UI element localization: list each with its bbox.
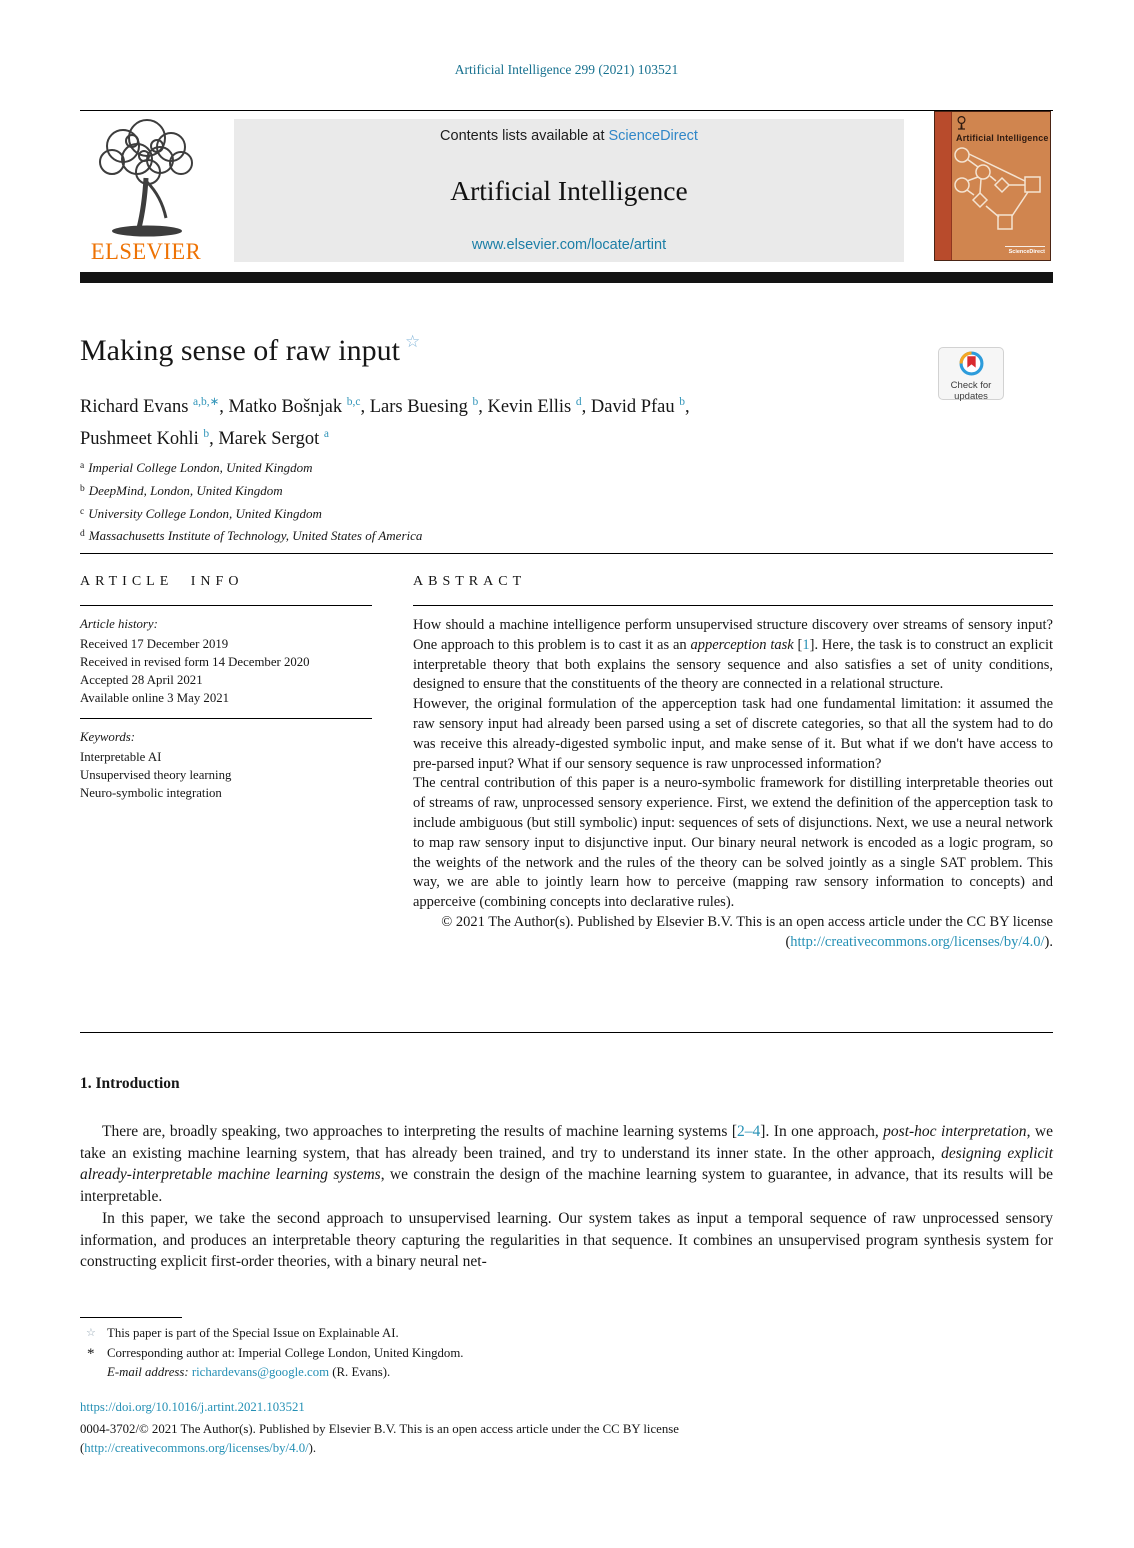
abstract-paragraph-2: However, the original formulation of the apperception task had one fundamental limitation: it assumed the raw sensory input had already been parsed using a set of discrete categories, so that all the system had to do was receive this already-digested symbolic input, and make sense of it. But what if we don't have access to pre-parsed input? What if our sensory sequence is raw unprocessed information? — [413, 696, 1053, 772]
affiliation-d: $^d$ Massachusetts Institute of Technology, United States of America — [80, 528, 423, 544]
author-list — [80, 392, 960, 456]
footnote-asterisk-icon: * — [87, 1345, 95, 1362]
footnote-email — [80, 1363, 1053, 1383]
footnote-rule — [80, 1317, 182, 1318]
license-line: (http://creativecommons.org/licenses/by/4.0/). — [80, 1440, 317, 1455]
journal-banner — [234, 119, 904, 262]
introduction-heading: 1. Introduction — [80, 1075, 180, 1092]
history-accepted: Accepted 28 April 2021 — [80, 673, 203, 687]
intro-paragraph-1: There are, broadly speaking, two approaches to interpreting the results of machine learning systems [2–4]. In one approach, post-hoc interpretation, we take an existing machine learning system, that has already been trained, and try to understand its inner state. In the other approach, designing explicit already-interpretable machine learning systems, we constrain the design of the machine learning system to guarantee, in advance, that its results will be interpretable. — [80, 1123, 1054, 1206]
footnote-email-text: E-mail address: richardevans@google.com (R. Evans). — [107, 1365, 391, 1380]
header-top-divider — [80, 110, 1053, 111]
section-divider-top — [80, 553, 1053, 554]
history-online: Available online 3 May 2021 — [80, 691, 230, 705]
keyword-3: Neuro-symbolic integration — [80, 786, 222, 800]
history-revised: Received in revised form 14 December 2020 — [80, 655, 310, 669]
article-info-column — [80, 574, 372, 802]
authors-line-1: Richard Evans $^{a,b,∗}$, Matko Bošnjak $^{b,c}$, Lars Buesing $^b$, Kevin Ellis $^d$, David Pfau $^b$, — [80, 396, 690, 417]
cover-smallprint — [1005, 246, 1045, 247]
section-divider-bottom — [80, 1032, 1053, 1033]
journal-citation: Artificial Intelligence 299 (2021) 103521 — [454, 62, 679, 77]
introduction-body — [80, 1121, 1053, 1273]
contents-line: Contents lists available at ScienceDirect — [440, 128, 698, 144]
authors-line-2: Pushmeet Kohli $^b$, Marek Sergot $^a$ — [80, 428, 329, 449]
keyword-2: Unsupervised theory learning — [80, 768, 232, 782]
article-info-rule — [80, 605, 372, 606]
elsevier-logo[interactable] — [82, 116, 210, 264]
article-history-label: Article history: — [80, 617, 158, 631]
affiliation-a: $^a$ Imperial College London, United Kingdom — [80, 460, 313, 475]
article-title-text: Making sense of raw input — [80, 334, 400, 367]
affiliation-c: $^c$ University College London, United Kingdom — [80, 505, 322, 521]
crossmark-icon — [959, 351, 984, 376]
inline-link[interactable]: 1 — [802, 636, 810, 653]
journal-url-link[interactable]: www.elsevier.com/locate/artint — [471, 237, 667, 253]
cover-title: Artificial Intelligence — [956, 133, 1049, 143]
keywords-rule — [80, 718, 372, 719]
history-received: Received 17 December 2019 — [80, 637, 229, 651]
inline-link[interactable]: ScienceDirect — [608, 128, 698, 144]
inline-link[interactable]: http://creativecommons.org/licenses/by/4.0/ — [84, 1440, 309, 1455]
journal-title: Artificial Intelligence — [450, 174, 688, 206]
elsevier-emblem-icon — [956, 116, 967, 130]
article-info-heading: ARTICLE INFO — [80, 574, 244, 589]
inline-link[interactable]: richardevans@google.com — [191, 1365, 330, 1380]
footnote-special-issue — [80, 1324, 1053, 1344]
intro-paragraph-2: In this paper, we take the second approach to unsupervised learning. Our system takes as input a temporal sequence of raw unprocessed sensory information, and produces an interpretable theory capturing the regularities in that sequence. It combines an unsupervised program synthesis system for constructing explicit first-order theories, with a binary neural net- — [80, 1209, 1053, 1271]
abstract-column — [413, 574, 1053, 953]
cover-sciencedirect: ScienceDirect — [1008, 249, 1045, 255]
keyword-1: Interpretable AI — [80, 750, 162, 764]
footnotes — [80, 1324, 1053, 1383]
journal-cover — [934, 111, 1051, 261]
abstract-heading: ABSTRACT — [413, 574, 527, 589]
article-title — [80, 334, 930, 368]
footnote-corresponding — [80, 1344, 1053, 1364]
check-updates-label: Check for updates — [950, 380, 992, 402]
abstract-rule — [413, 605, 1053, 606]
issn-copyright-line: 0004-3702/© 2021 The Author(s). Published by Elsevier B.V. This is an open access article under the CC BY license — [80, 1421, 679, 1436]
affiliations — [80, 458, 780, 549]
footnote-star-icon: ☆ — [86, 1327, 96, 1339]
elsevier-wordmark: ELSEVIER — [90, 239, 202, 264]
abstract-copyright: © 2021 The Author(s). Published by Elsevier B.V. This is an open access article under the CC BY license (http://creativecommons.org/licenses/by/4.0/). — [441, 913, 1053, 950]
header-black-bar — [80, 272, 1053, 283]
inline-link[interactable]: 2–4 — [737, 1123, 761, 1140]
elsevier-tree-icon — [87, 116, 205, 238]
inline-link[interactable]: http://creativecommons.org/licenses/by/4.0/ — [790, 933, 1045, 950]
footnote-corresponding-text: Corresponding author at: Imperial College London, United Kingdom. — [107, 1345, 464, 1360]
cover-network-graphic — [950, 145, 1049, 240]
page-footer — [80, 1398, 1053, 1457]
abstract-paragraph-1: How should a machine intelligence perform unsupervised structure discovery over streams of sensory input? One approach to this problem is to cast it as an apperception task [1]. Here, the task is to construct an explicit interpretable theory that both explains the sensory sequence and also satisfies a set of unity conditions, designed to ensure that the constituents of the theory are connected in a relational structure. — [413, 617, 1054, 693]
footnote-special-issue-text: This paper is part of the Special Issue on Explainable AI. — [107, 1326, 399, 1340]
doi-link[interactable]: https://doi.org/10.1016/j.artint.2021.103521 — [80, 1400, 305, 1414]
abstract-paragraph-3: The central contribution of this paper is a neuro-symbolic framework for distilling interpretable theories out of streams of raw, unprocessed sensory experience. First, we extend the definition of the apperception task to include ambiguous (but still symbolic) input: sequences of sets of disjunctions. Next, we use a neural network to map raw sensory input to disjunctive input. Our binary neural network is encoded as a logic program, so the weights of the network and the rules of the theory can be solved jointly as a single SAT problem. This way, we are able to jointly learn how to perceive (mapping raw sensory information to concepts) and apperceive (combining concepts into declarative rules). — [413, 775, 1053, 911]
title-footnote-star-icon[interactable]: ☆ — [404, 332, 421, 351]
affiliation-b: $^b$ DeepMind, London, United Kingdom — [80, 482, 283, 498]
keywords-label: Keywords: — [80, 730, 135, 744]
